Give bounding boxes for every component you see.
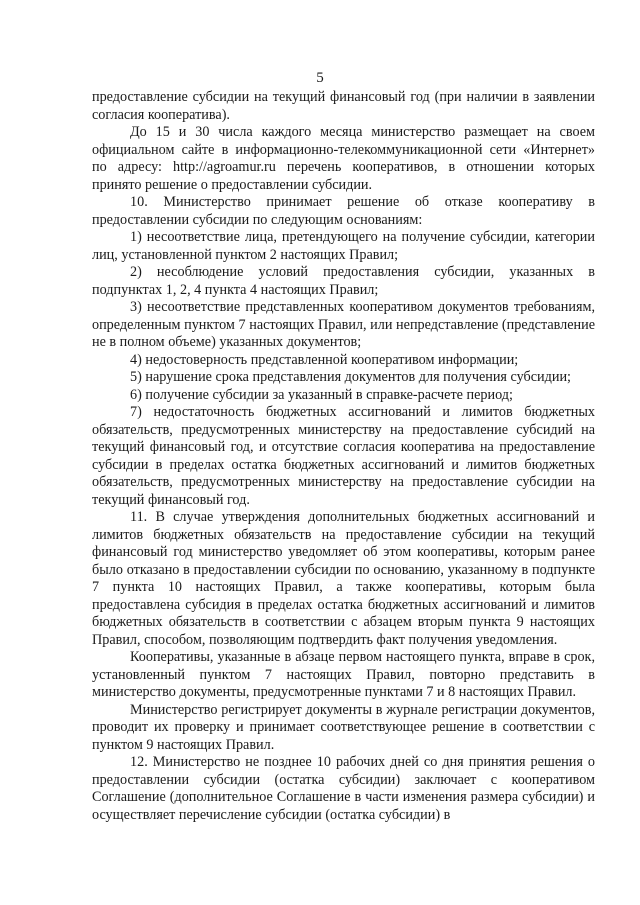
document-body	[92, 89, 595, 824]
paragraph-ground-4: 4) недостоверность представленной кооперативом информации;	[130, 351, 519, 368]
paragraph-continuation: предоставление субсидии на текущий финансовый год (при наличии в заявлении согласия кооператива).	[92, 89, 595, 123]
paragraph-clause-11: 11. В случае утверждения дополнительных бюджетных ассигнований и лимитов бюджетных обязательств на предоставление субсидии на текущий финансовый год министерство уведомляет об этом кооперативы, которым ранее было отказано в предоставлении субсидии по основанию, указанному в подпункте 7 пункта 10 настоящих Правил, а также кооперативы, которым была предоставлена субсидия в пределах остатка бюджетных ассигнований и лимитов бюджетных обязательств в соответствии с абзацем вторым пункта 9 настоящих Правил, способом, позволяющим подтвердить факт получения уведомления.	[92, 509, 595, 648]
paragraph-ground-3: 3) несоответствие представленных кооперативом документов требованиям, определенным пунктом 7 настоящих Правил, или непредставление (представление не в полном объеме) указанных документов;	[92, 299, 595, 350]
paragraph-publication-notice: До 15 и 30 числа каждого месяца министерство размещает на своем официальном сайте в информационно-телекоммуникационной сети «Интернет» по адресу: http://agroamur.ru перечень кооперативов, в отношении которых принято решение о предоставлении субсидии.	[92, 124, 595, 193]
paragraph-ground-7: 7) недостаточность бюджетных ассигнований и лимитов бюджетных обязательств, предусмотренных министерству на предоставление субсидий на текущий финансовый год, и отсутствие согласия кооператива на предоставление субсидии в пределах остатка бюджетных ассигнований и лимитов бюджетных обязательств, предусмотренных министерству на предоставление субсидии на текущий финансовый год.	[92, 404, 595, 508]
paragraph-ground-2: 2) несоблюдение условий предоставления субсидии, указанных в подпунктах 1, 2, 4 пункта 4 настоящих Правил;	[92, 264, 595, 298]
paragraph-ground-5: 5) нарушение срока представления документов для получения субсидии;	[130, 369, 571, 385]
paragraph-ground-1: 1) несоответствие лица, претендующего на получение субсидии, категории лиц, установленной пунктом 2 настоящих Правил;	[92, 229, 595, 263]
paragraph-clause-11-registration: Министерство регистрирует документы в журнале регистрации документов, проводит их проверку и принимает соответствующее решение в соответствии с пунктом 9 настоящих Правил.	[92, 701, 595, 753]
paragraph-ground-6: 6) получение субсидии за указанный в справке-расчете период;	[130, 386, 513, 403]
page-number: 5	[316, 70, 324, 86]
paragraph-clause-12: 12. Министерство не позднее 10 рабочих дней со дня принятия решения о предоставлении субсидии (остатка субсидии) заключает с кооперативом Соглашение (дополнительное Соглашение в части изменения размера субсидии) и осуществляет перечисление субсидии (остатка субсидии) в	[92, 754, 595, 823]
paragraph-clause-11-resubmission: Кооперативы, указанные в абзаце первом настоящего пункта, вправе в срок, установленный пунктом 7 настоящих Правил, повторно представить в министерство документы, предусмотренные пунктами 7 и 8 настоящих Правил.	[92, 649, 595, 700]
paragraph-clause-10: 10. Министерство принимает решение об отказе кооперативу в предоставлении субсидии по следующим основаниям:	[92, 194, 595, 228]
